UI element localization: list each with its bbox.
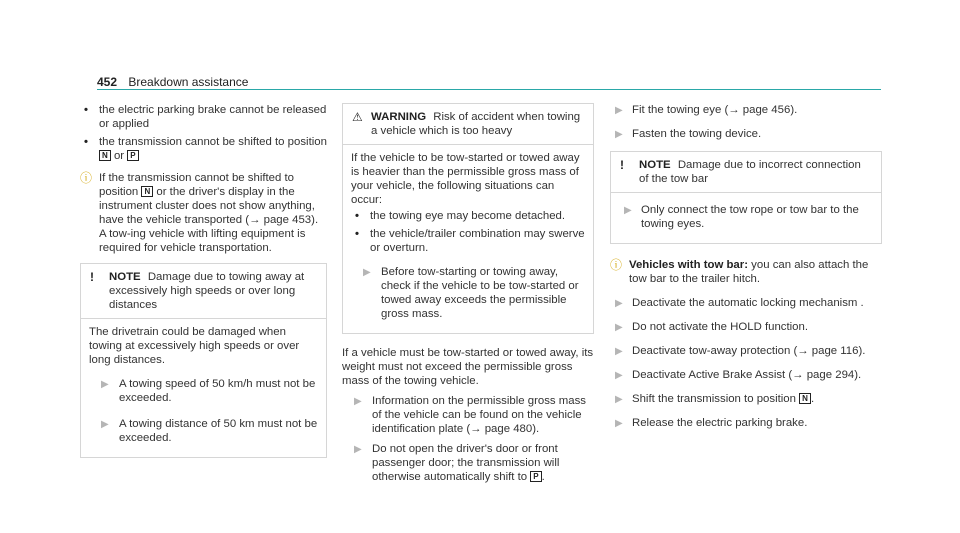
action-arrow-icon: ▶ (354, 444, 362, 455)
action-arrow-icon: ▶ (624, 205, 632, 216)
column-3 (610, 103, 882, 440)
action-step: ▶ Shift the transmission to position N . (615, 393, 815, 405)
action-step: ▶ A towing distance of 50 km must not be exceeded. (101, 418, 318, 444)
warning-triangle-icon: ⚠ (352, 110, 363, 124)
exclamation-icon: ! (90, 270, 94, 284)
action-arrow-icon: ▶ (101, 379, 109, 390)
action-arrow-icon: ▶ (615, 105, 623, 116)
bullet-icon: • (355, 228, 359, 240)
gear-p-key-icon: P (530, 471, 541, 482)
note-label: NOTE (639, 159, 671, 171)
exclamation-icon: ! (620, 158, 624, 172)
action-step: ▶ Fasten the towing device. (615, 128, 762, 140)
bullet-icon: • (355, 210, 359, 222)
note-heading: Damage due to towing away at excessively high speeds or over long distances (109, 271, 305, 311)
action-arrow-icon: ▶ (615, 394, 623, 405)
bullet-item: • the vehicle/trailer combination may swerve or overturn. (355, 228, 585, 254)
action-step: ▶ Do not open the driver's door or front passenger door; the transmission will otherwise automatically shift to P . (354, 443, 560, 483)
action-arrow-icon: ▶ (363, 267, 371, 278)
note-label: NOTE (109, 271, 141, 283)
action-step: ▶ Deactivate the automatic locking mechanism . (615, 297, 864, 309)
action-step: ▶ Do not activate the HOLD function. (615, 321, 809, 333)
action-arrow-icon: ▶ (615, 298, 623, 309)
action-arrow-icon: ▶ (354, 396, 362, 407)
header-rule (97, 89, 881, 90)
page-number: 452 (97, 75, 118, 89)
column-1 (80, 103, 327, 458)
action-step: ▶ Only connect the tow rope or tow bar to the towing eyes. (624, 204, 859, 230)
note-box (610, 151, 882, 244)
column-2 (342, 103, 594, 490)
action-step: ▶ Before tow-starting or towing away, check if the vehicle to be tow-started or towed away exceeds the permissible gross mass. (363, 266, 579, 320)
note-text: The drivetrain could be damaged when towing at excessively high speeds or over long distances. (89, 326, 300, 366)
action-arrow-icon: ▶ (615, 346, 623, 357)
page-reference-link[interactable]: → page 294 (792, 369, 855, 381)
action-arrow-icon: ▶ (615, 418, 623, 429)
action-step: ▶ Fit the towing eye (→ page 456). (615, 104, 798, 116)
info-block: ⓘ Vehicles with tow bar: you can also attach the tow bar to the trailer hitch. (610, 258, 869, 285)
page-reference-link[interactable]: → page 116 (797, 345, 859, 357)
info-icon: ⓘ (80, 171, 93, 185)
info-block: ⓘ If the transmission cannot be shifted to position N or the driver's display in the instrument cluster does not show anything, have the vehicle transported (→ page 453). A tow-ing vehicle with lifting equipment is required for vehicle transportation. (80, 171, 319, 254)
info-icon: ⓘ (610, 258, 623, 272)
note-box (80, 263, 327, 458)
bullet-item: • the transmission cannot be shifted to position N or P (84, 136, 327, 162)
warning-box (342, 103, 594, 334)
gear-n-key-icon: N (141, 186, 153, 197)
action-arrow-icon: ▶ (615, 129, 623, 140)
action-step: ▶ Deactivate tow-away protection (→ page 116). (615, 345, 866, 357)
section-title: Breakdown assistance (128, 75, 249, 89)
action-step: ▶ A towing speed of 50 km/h must not be exceeded. (101, 378, 316, 404)
page-header (97, 75, 248, 89)
action-step: ▶ Deactivate Active Brake Assist (→ page 294). (615, 369, 862, 381)
action-step: ▶ Information on the permissible gross mass of the vehicle can be found on the vehicle identification plate (→ page 480). (354, 395, 586, 435)
note-heading: Damage due to incorrect connection of the tow bar (639, 159, 861, 185)
page-reference-link[interactable]: → page 456 (728, 104, 791, 116)
action-arrow-icon: ▶ (101, 419, 109, 430)
action-arrow-icon: ▶ (615, 370, 623, 381)
bullet-icon: • (84, 104, 88, 116)
action-arrow-icon: ▶ (615, 322, 623, 333)
gear-n-key-icon: N (799, 393, 811, 404)
bullet-item: • the electric parking brake cannot be released or applied (84, 104, 327, 130)
warning-text: If the vehicle to be tow-started or towed away is heavier than the permissible gross mass of your vehicle, the following situations can occur: (351, 152, 580, 206)
action-step: ▶ Release the electric parking brake. (615, 417, 808, 429)
page-reference-link[interactable]: → page 480 (470, 423, 533, 435)
page-reference-link[interactable]: → page 453 (249, 214, 312, 226)
warning-heading: Risk of accident when towing a vehicle which is too heavy (371, 111, 581, 137)
bullet-icon: • (84, 136, 88, 148)
gear-n-key-icon: N (99, 150, 111, 161)
bullet-item: • the towing eye may become detached. (355, 210, 566, 222)
gear-p-key-icon: P (127, 150, 138, 161)
paragraph: If a vehicle must be tow-started or towed away, its weight must not exceed the permissible gross mass of the towing vehicle. (342, 347, 594, 387)
warning-label: WARNING (371, 111, 427, 123)
